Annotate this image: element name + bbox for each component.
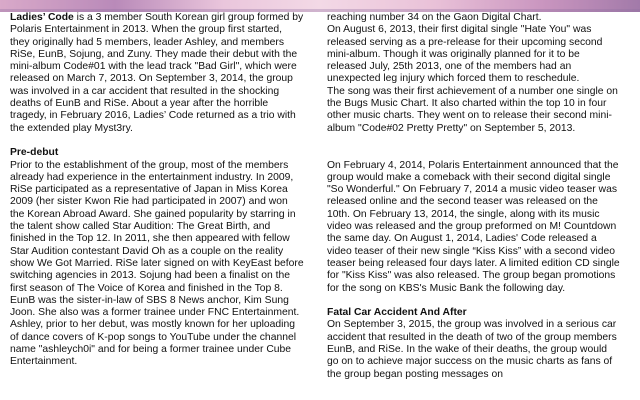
predebut-heading: Pre-debut	[10, 147, 59, 159]
bugs-chart-paragraph: The song was their first achievement of a number one single on the Bugs Music Chart. It also charted within the top 10 in four other music charts. They went on to release their second mini-album "Code#02 Pretty Pretty" on September 5, 2013.	[327, 85, 618, 134]
hate-you-paragraph: On August 6, 2013, their first digital single "Hate You" was released serving as a pre-release for their upcoming second mini-album. Though it was originally planned for it to be released July, 25th 2013, one of the members had an unexpected leg injury which forced them to reschedule.	[327, 24, 603, 85]
accident-heading: Fatal Car Accident And After	[327, 307, 467, 319]
left-text-column	[10, 12, 304, 369]
intro-paragraph	[10, 12, 304, 135]
intro-text: is a 3 member South Korean girl group formed by Polaris Entertainment in 2013. When the group first started, they originally had 5 members, leader Ashley, and members RiSe, EunB, Sojung, and Zuny. They made their debut with the mini-album Code#01 with the lead track "Bad Girl", which were released on March 7, 2013. On September 3, 2014, the group was involved in a car accident that resulted in the shocking deaths of EunB and RiSe. About a year after the horrible tragedy, in February 2016, Ladies’ Code returned as a trio with the extended play Myst3ry.	[10, 12, 304, 134]
header-decorative-band	[0, 0, 640, 12]
chart-paragraph: reaching number 34 on the Gaon Digital Chart.	[327, 12, 542, 23]
so-wonderful-paragraph: On February 4, 2014, Polaris Entertainment announced that the group would make a comeback with their second digital single "So Wonderful." On February 7, 2014 a music video teaser was released online and the second teaser was released on the 10th. On February 13, 2014, the single, along with its music video was released and the group preformed on M! Countdown the same day. On August 1, 2014, Ladies' Code released a video teaser of their new single “Kiss Kiss” with a second video teaser being released four days later. A limited edition CD single for "Kiss Kiss" was also released. The group began promotions for the song on KBS's Music Bank the following day.	[327, 159, 620, 294]
right-text-column	[327, 12, 621, 381]
predebut-paragraph: Prior to the establishment of the group, most of the members already had experience in the entertainment industry. In 2009, RiSe participated as a representative of Japan in Miss Korea 2009 (her sister Kwon Rie had participated in 2007) and won the Korean Abroad Award. She gained popularity by starring in the talent show called Star Audition: The Great Birth, and finished in the Top 12. In 2011, she then appeared with fellow Star Audition contestant David Oh as a couple on the reality show We Got Married. RiSe later signed on with KeyEast before switching agencies in 2013. Sojung had been a finalist on the first season of The Voice of Korea and finished in the Top 8. EunB was the sister-in-law of SBS 8 News anchor, Kim Sung Joon. She also was a former trainee under FNC Entertainment. Ashley, prior to her debut, was mostly known for her uploading of dance covers of K-pop songs to YouTube under the channel name "ashleych0i" and for being a former trainee under Cube Entertainment.	[10, 159, 304, 368]
group-name: Ladies’ Code	[10, 12, 74, 23]
accident-paragraph: On September 3, 2015, the group was involved in a serious car accident that resulted in the death of two of the group members EunB, and RiSe. In the wake of their deaths, the group would go on to achieve major success on the music charts as fans of the group began posting messages on	[327, 319, 617, 380]
